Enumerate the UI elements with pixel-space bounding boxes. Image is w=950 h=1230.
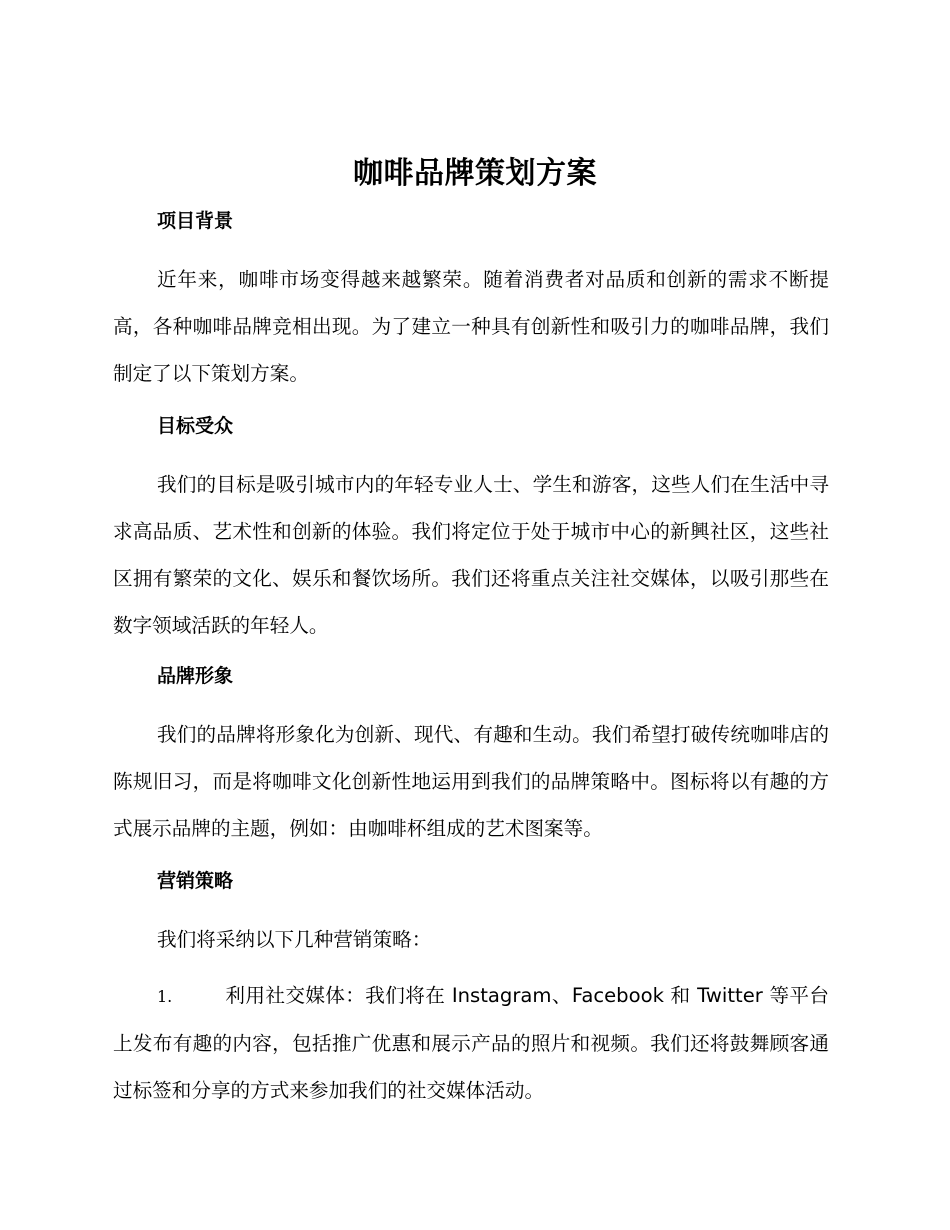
section-heading-audience: 目标受众 (157, 415, 234, 437)
section-paragraph-audience: 我们的目标是吸引城市内的年轻专业人士、学生和游客，这些人们在生活中寻求高品质、艺术性和创新的体验。我们将定位于处于城市中心的新興社区，这些社区拥有繁荣的文化、娱乐和餐饮场所。我们还将重点关注社交媒体，以吸引那些在数字领域活跃的年轻人。 (113, 473, 829, 637)
list-item (113, 972, 829, 1114)
section-heading-marketing: 营销策略 (157, 870, 234, 892)
section-heading-brand-image: 品牌形象 (157, 665, 234, 687)
section-paragraph-marketing: 我们将采纳以下几种营销策略： (157, 928, 432, 951)
list-item-text: 利用社交媒体：我们将在 Instagram、Facebook 和 Twitter 等平台上发布有趣的内容，包括推广优惠和展示产品的照片和视频。我们还将鼓舞顾客通过标签和分享的方式来参加我们的社交媒体活动。 (113, 984, 829, 1102)
section-paragraph-brand-image: 我们的品牌将形象化为创新、现代、有趣和生动。我们希望打破传统咖啡店的陈规旧习，而是将咖啡文化创新性地运用到我们的品牌策略中。图标将以有趣的方式展示品牌的主题，例如：由咖啡杯组成的艺术图案等。 (113, 723, 829, 840)
section-paragraph-background: 近年来，咖啡市场变得越来越繁荣。随着消费者对品质和创新的需求不断提高，各种咖啡品牌竞相出现。为了建立一种具有创新性和吸引力的咖啡品牌，我们制定了以下策划方案。 (113, 268, 829, 385)
document-title: 咖啡品牌策划方案 (353, 156, 597, 191)
section-heading-background: 项目背景 (157, 210, 234, 232)
list-item-number: 1. (157, 987, 173, 1006)
